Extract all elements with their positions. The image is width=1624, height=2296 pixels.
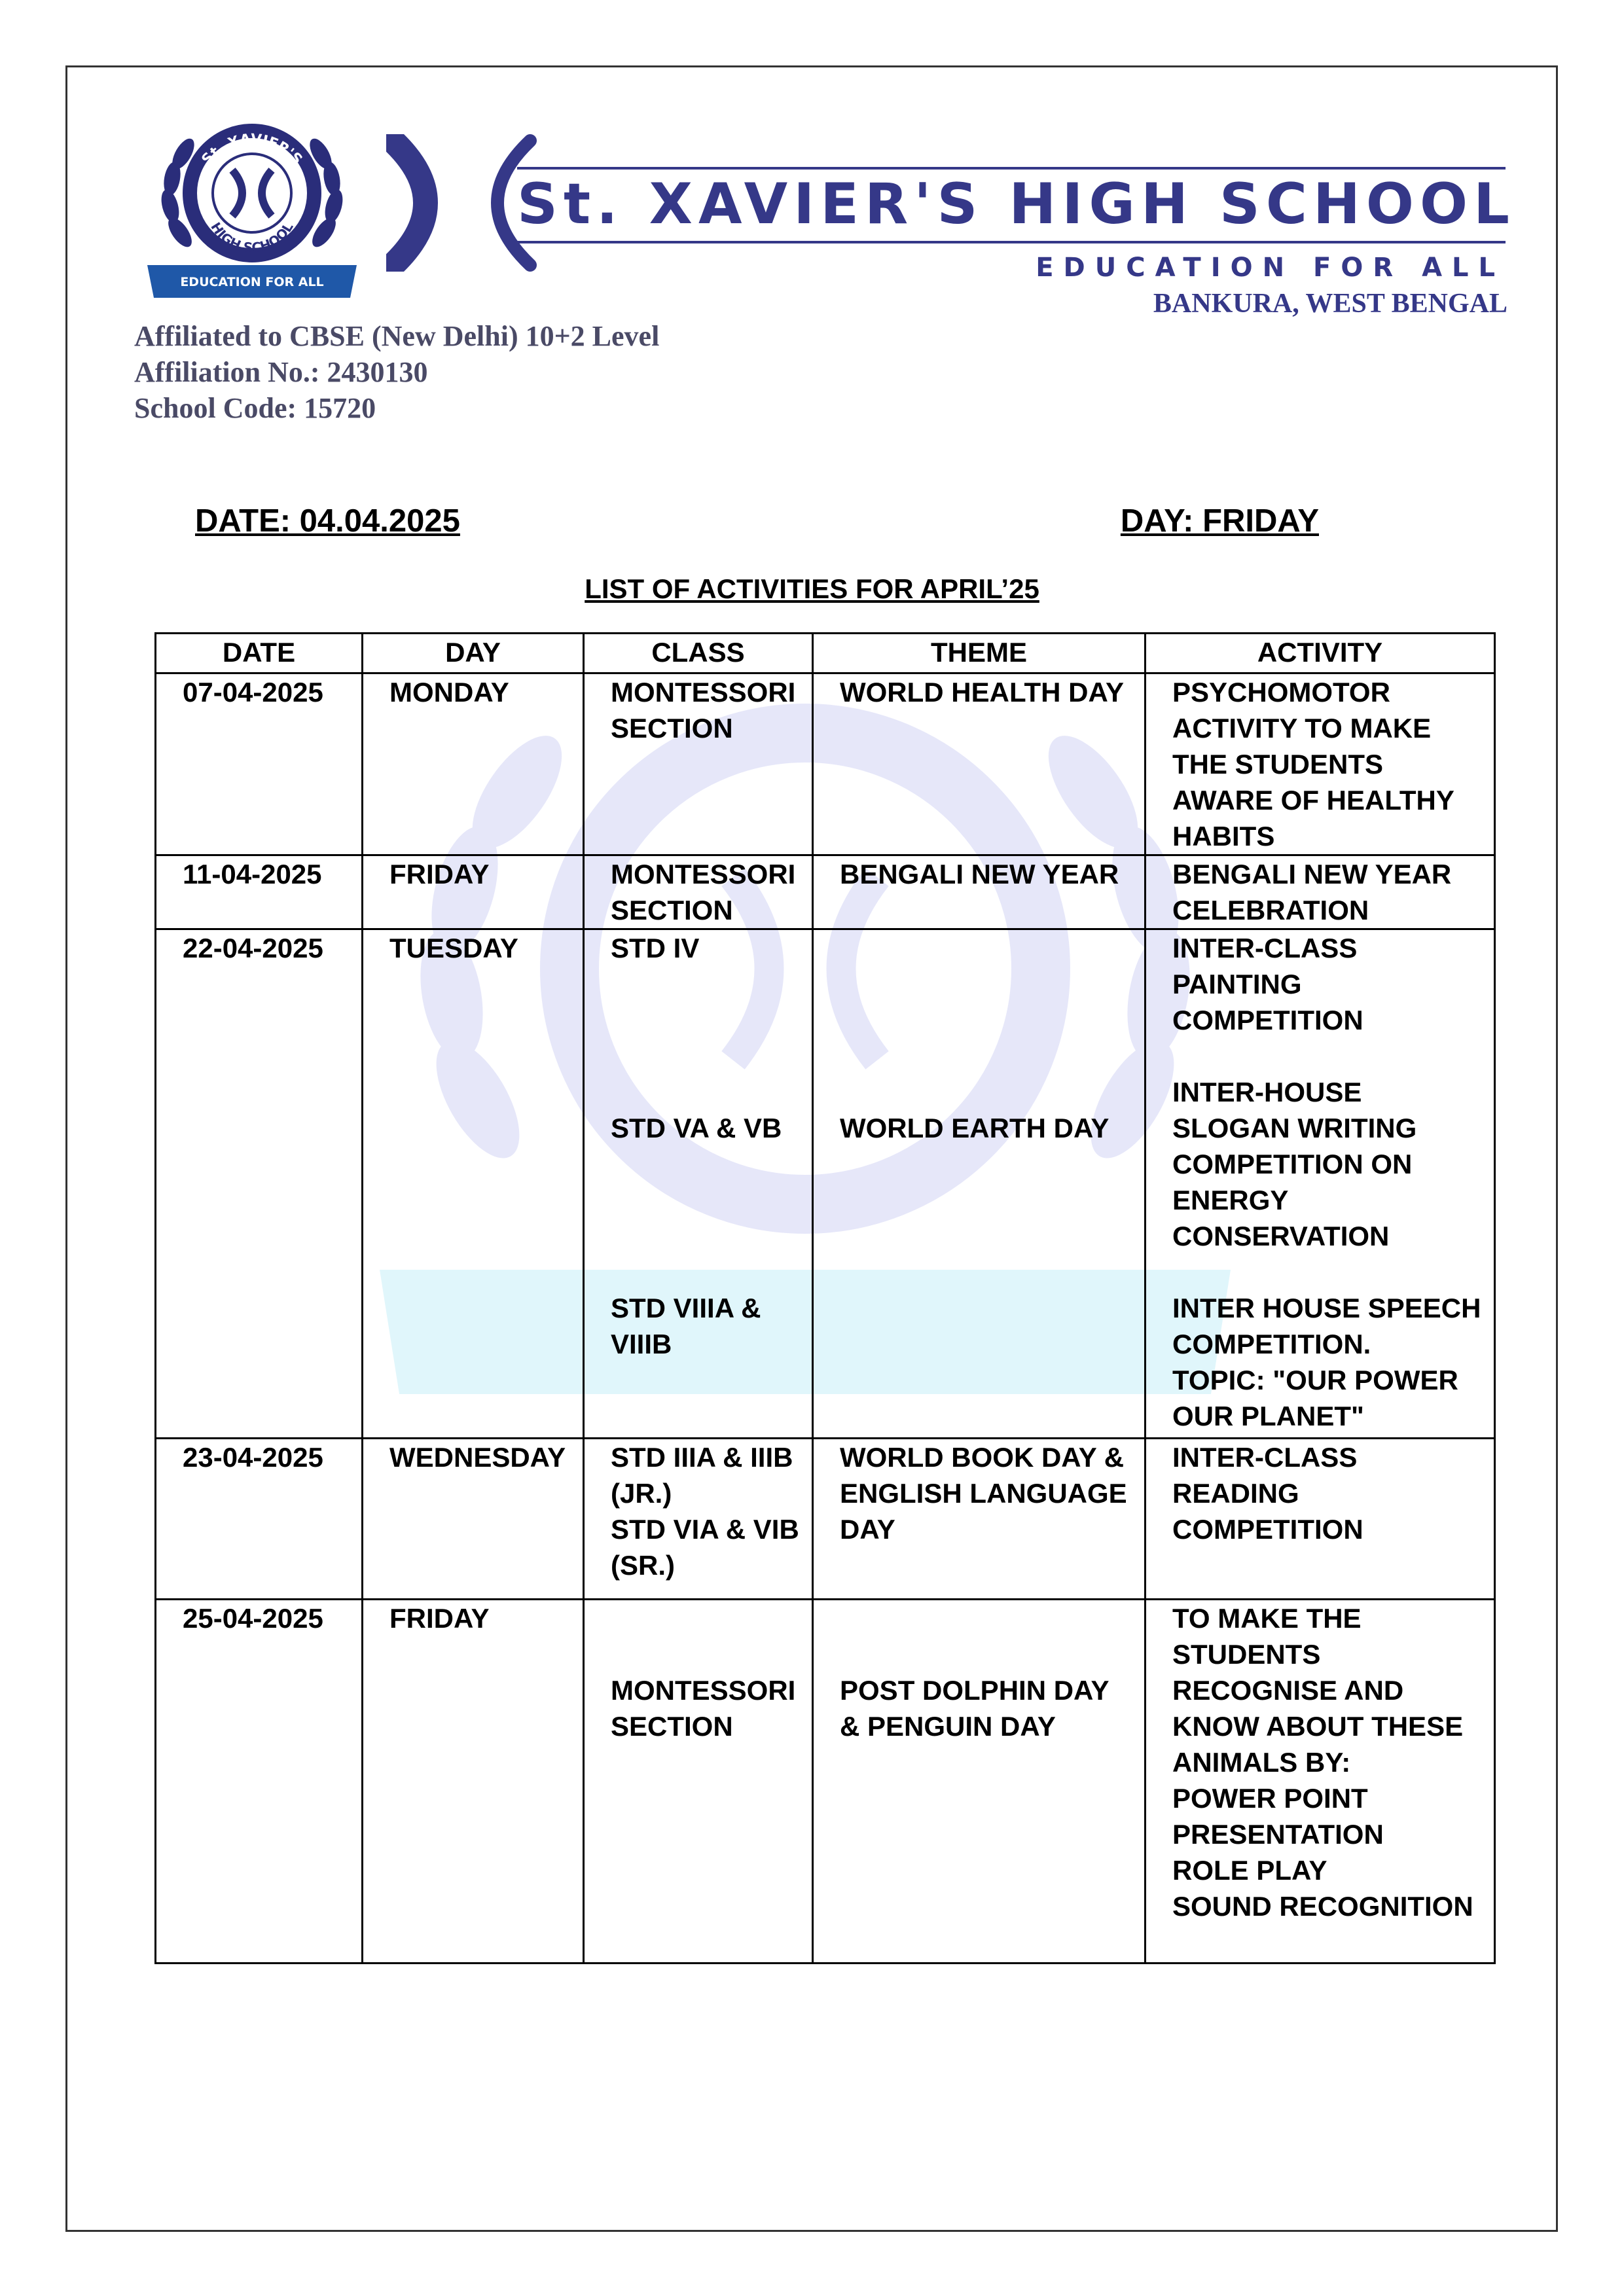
cell-text: WEDNESDAY: [389, 1442, 566, 1473]
cell-theme: [813, 1439, 1146, 1600]
cell-line: STD VA & VB: [611, 1113, 782, 1143]
cell-line: STD VIIIA &: [611, 1293, 761, 1323]
cell-line: DAY: [840, 1514, 895, 1545]
affiliation-text: Affiliated to CBSE (New Delhi) 10+2 Level: [134, 320, 660, 352]
cell-line: WORLD BOOK DAY &: [840, 1442, 1125, 1473]
cell-line: CONSERVATION: [1172, 1221, 1390, 1251]
cell-line: [611, 1038, 799, 1074]
cell-line: [611, 1002, 799, 1038]
brand-x-mark: [386, 134, 537, 272]
cell-date: [156, 855, 363, 929]
cell-line: COMPETITION.: [1172, 1329, 1371, 1359]
cell-class: [584, 855, 813, 929]
cell-line: PRESENTATION: [1172, 1819, 1384, 1850]
cell-line: POWER POINT: [1172, 1783, 1368, 1814]
cell-line: [611, 1600, 799, 1636]
school-name: St. XAVIER'S HIGH SCHOOL: [517, 171, 1515, 237]
cell-line: [1172, 1038, 1481, 1074]
cell-line: SOUND RECOGNITION: [1172, 1891, 1473, 1922]
cell-line: [611, 1218, 799, 1254]
cell-line: COMPETITION: [1172, 1005, 1363, 1035]
cell-text: 11-04-2025: [183, 859, 322, 889]
school-location: BANKURA, WEST BENGAL: [1153, 289, 1507, 319]
table-row: [156, 929, 1495, 1439]
column-header-class: CLASS: [584, 634, 813, 673]
cell-line: [611, 1636, 799, 1672]
cell-line: WORLD HEALTH DAY: [840, 677, 1124, 708]
cell-line: THE STUDENTS: [1172, 749, 1384, 780]
cell-line: SLOGAN WRITING: [1172, 1113, 1417, 1143]
crest-ribbon-text: EDUCATION FOR ALL: [180, 275, 324, 289]
cell-day: [363, 1600, 584, 1964]
cell-line: [1172, 1254, 1481, 1290]
cell-line: SECTION: [611, 713, 733, 744]
cell-line: STD VIA & VIB: [611, 1514, 799, 1545]
cell-line: BENGALI NEW YEAR: [840, 859, 1119, 889]
cell-day: [363, 855, 584, 929]
cell-line: [840, 1002, 1131, 1038]
table-header-row: [156, 634, 1495, 673]
cell-line: COMPETITION ON: [1172, 1149, 1413, 1179]
cell-line: HABITS: [1172, 821, 1275, 852]
cell-line: [840, 1074, 1131, 1110]
cell-line: [611, 1146, 799, 1182]
cell-line: MONTESSORI: [611, 859, 796, 889]
cell-line: STD IV: [611, 933, 700, 963]
cell-theme: [813, 855, 1146, 929]
table-row: [156, 673, 1495, 855]
cell-line: INTER-HOUSE: [1172, 1077, 1362, 1107]
activities-table: [154, 632, 1496, 1964]
cell-line: WORLD EARTH DAY: [840, 1113, 1110, 1143]
cell-line: COMPETITION: [1172, 1514, 1363, 1545]
cell-theme: [813, 673, 1146, 855]
cell-day: [363, 929, 584, 1439]
cell-activity: [1146, 1600, 1495, 1964]
cell-line: [840, 966, 1131, 1002]
crest-top-text: St. XAVIER'S: [198, 131, 306, 168]
cell-line: ENGLISH LANGUAGE: [840, 1478, 1127, 1509]
cell-line: PAINTING: [1172, 969, 1302, 999]
cell-line: INTER-CLASS: [1172, 933, 1358, 963]
cell-line: SECTION: [611, 1711, 733, 1742]
table-row: [156, 1600, 1495, 1964]
cell-line: CELEBRATION: [1172, 895, 1369, 925]
column-header-activity: ACTIVITY: [1146, 634, 1495, 673]
document-day: DAY: FRIDAY: [1120, 503, 1319, 539]
cell-text: FRIDAY: [389, 859, 490, 889]
crest-bottom-text: HIGH SCHOOL: [208, 219, 297, 256]
table-row: [156, 855, 1495, 929]
cell-line: [840, 930, 1131, 966]
school-crest-logo: [134, 101, 370, 311]
cell-line: ROLE PLAY: [1172, 1855, 1327, 1886]
cell-line: INTER HOUSE SPEECH: [1172, 1293, 1481, 1323]
cell-line: [611, 1254, 799, 1290]
cell-line: VIIIB: [611, 1329, 672, 1359]
cell-date: [156, 673, 363, 855]
cell-text: 23-04-2025: [183, 1442, 323, 1473]
cell-date: [156, 929, 363, 1439]
cell-line: MONTESSORI: [611, 677, 796, 708]
cell-line: POST DOLPHIN DAY: [840, 1675, 1110, 1706]
cell-date: [156, 1439, 363, 1600]
cell-line: MONTESSORI: [611, 1675, 796, 1706]
cell-activity: [1146, 929, 1495, 1439]
cell-line: [611, 1182, 799, 1218]
cell-line: SECTION: [611, 895, 733, 925]
cell-line: ENERGY: [1172, 1185, 1289, 1215]
school-motto: EDUCATION FOR ALL: [1036, 253, 1505, 283]
cell-class: [584, 673, 813, 855]
document-date: DATE: 04.04.2025: [195, 503, 460, 539]
cell-date: [156, 1600, 363, 1964]
cell-line: [840, 1600, 1131, 1636]
letterhead-rule-bottom: [517, 241, 1506, 243]
cell-line: [611, 966, 799, 1002]
cell-day: [363, 1439, 584, 1600]
cell-line: ACTIVITY TO MAKE: [1172, 713, 1432, 744]
cell-line: [611, 1074, 799, 1110]
column-header-theme: THEME: [813, 634, 1146, 673]
cell-line: AWARE OF HEALTHY: [1172, 785, 1454, 816]
cell-theme: [813, 1600, 1146, 1964]
cell-text: 25-04-2025: [183, 1603, 323, 1634]
list-title: LIST OF ACTIVITIES FOR APRIL’25: [585, 573, 1039, 604]
cell-line: PSYCHOMOTOR: [1172, 677, 1390, 708]
cell-text: TUESDAY: [389, 933, 518, 963]
cell-theme: [813, 929, 1146, 1439]
cell-line: BENGALI NEW YEAR: [1172, 859, 1452, 889]
cell-activity: [1146, 673, 1495, 855]
cell-activity: [1146, 855, 1495, 929]
cell-line: RECOGNISE AND: [1172, 1675, 1404, 1706]
cell-line: [840, 1636, 1131, 1672]
cell-class: [584, 1600, 813, 1964]
cell-class: [584, 929, 813, 1439]
cell-day: [363, 673, 584, 855]
cell-text: FRIDAY: [389, 1603, 490, 1634]
cell-text: 07-04-2025: [183, 677, 323, 708]
affiliation-number: Affiliation No.: 2430130: [134, 356, 428, 388]
cell-text: 22-04-2025: [183, 933, 323, 963]
column-header-date: DATE: [156, 634, 363, 673]
cell-line: STUDENTS: [1172, 1639, 1321, 1670]
cell-line: INTER-CLASS: [1172, 1442, 1358, 1473]
cell-line: KNOW ABOUT THESE: [1172, 1711, 1464, 1742]
cell-text: MONDAY: [389, 677, 509, 708]
cell-activity: [1146, 1439, 1495, 1600]
cell-line: READING: [1172, 1478, 1299, 1509]
cell-class: [584, 1439, 813, 1600]
cell-line: ANIMALS BY:: [1172, 1747, 1351, 1778]
cell-line: OUR PLANET": [1172, 1401, 1364, 1431]
cell-line: (JR.): [611, 1478, 672, 1509]
column-header-day: DAY: [363, 634, 584, 673]
cell-line: & PENGUIN DAY: [840, 1711, 1056, 1742]
letterhead-rule-top: [517, 167, 1506, 170]
school-code: School Code: 15720: [134, 392, 376, 424]
cell-line: TOPIC: "OUR POWER: [1172, 1365, 1458, 1395]
cell-line: [840, 1038, 1131, 1074]
table-row: [156, 1439, 1495, 1600]
cell-line: STD IIIA & IIIB: [611, 1442, 793, 1473]
cell-line: TO MAKE THE: [1172, 1603, 1362, 1634]
cell-line: (SR.): [611, 1550, 675, 1581]
